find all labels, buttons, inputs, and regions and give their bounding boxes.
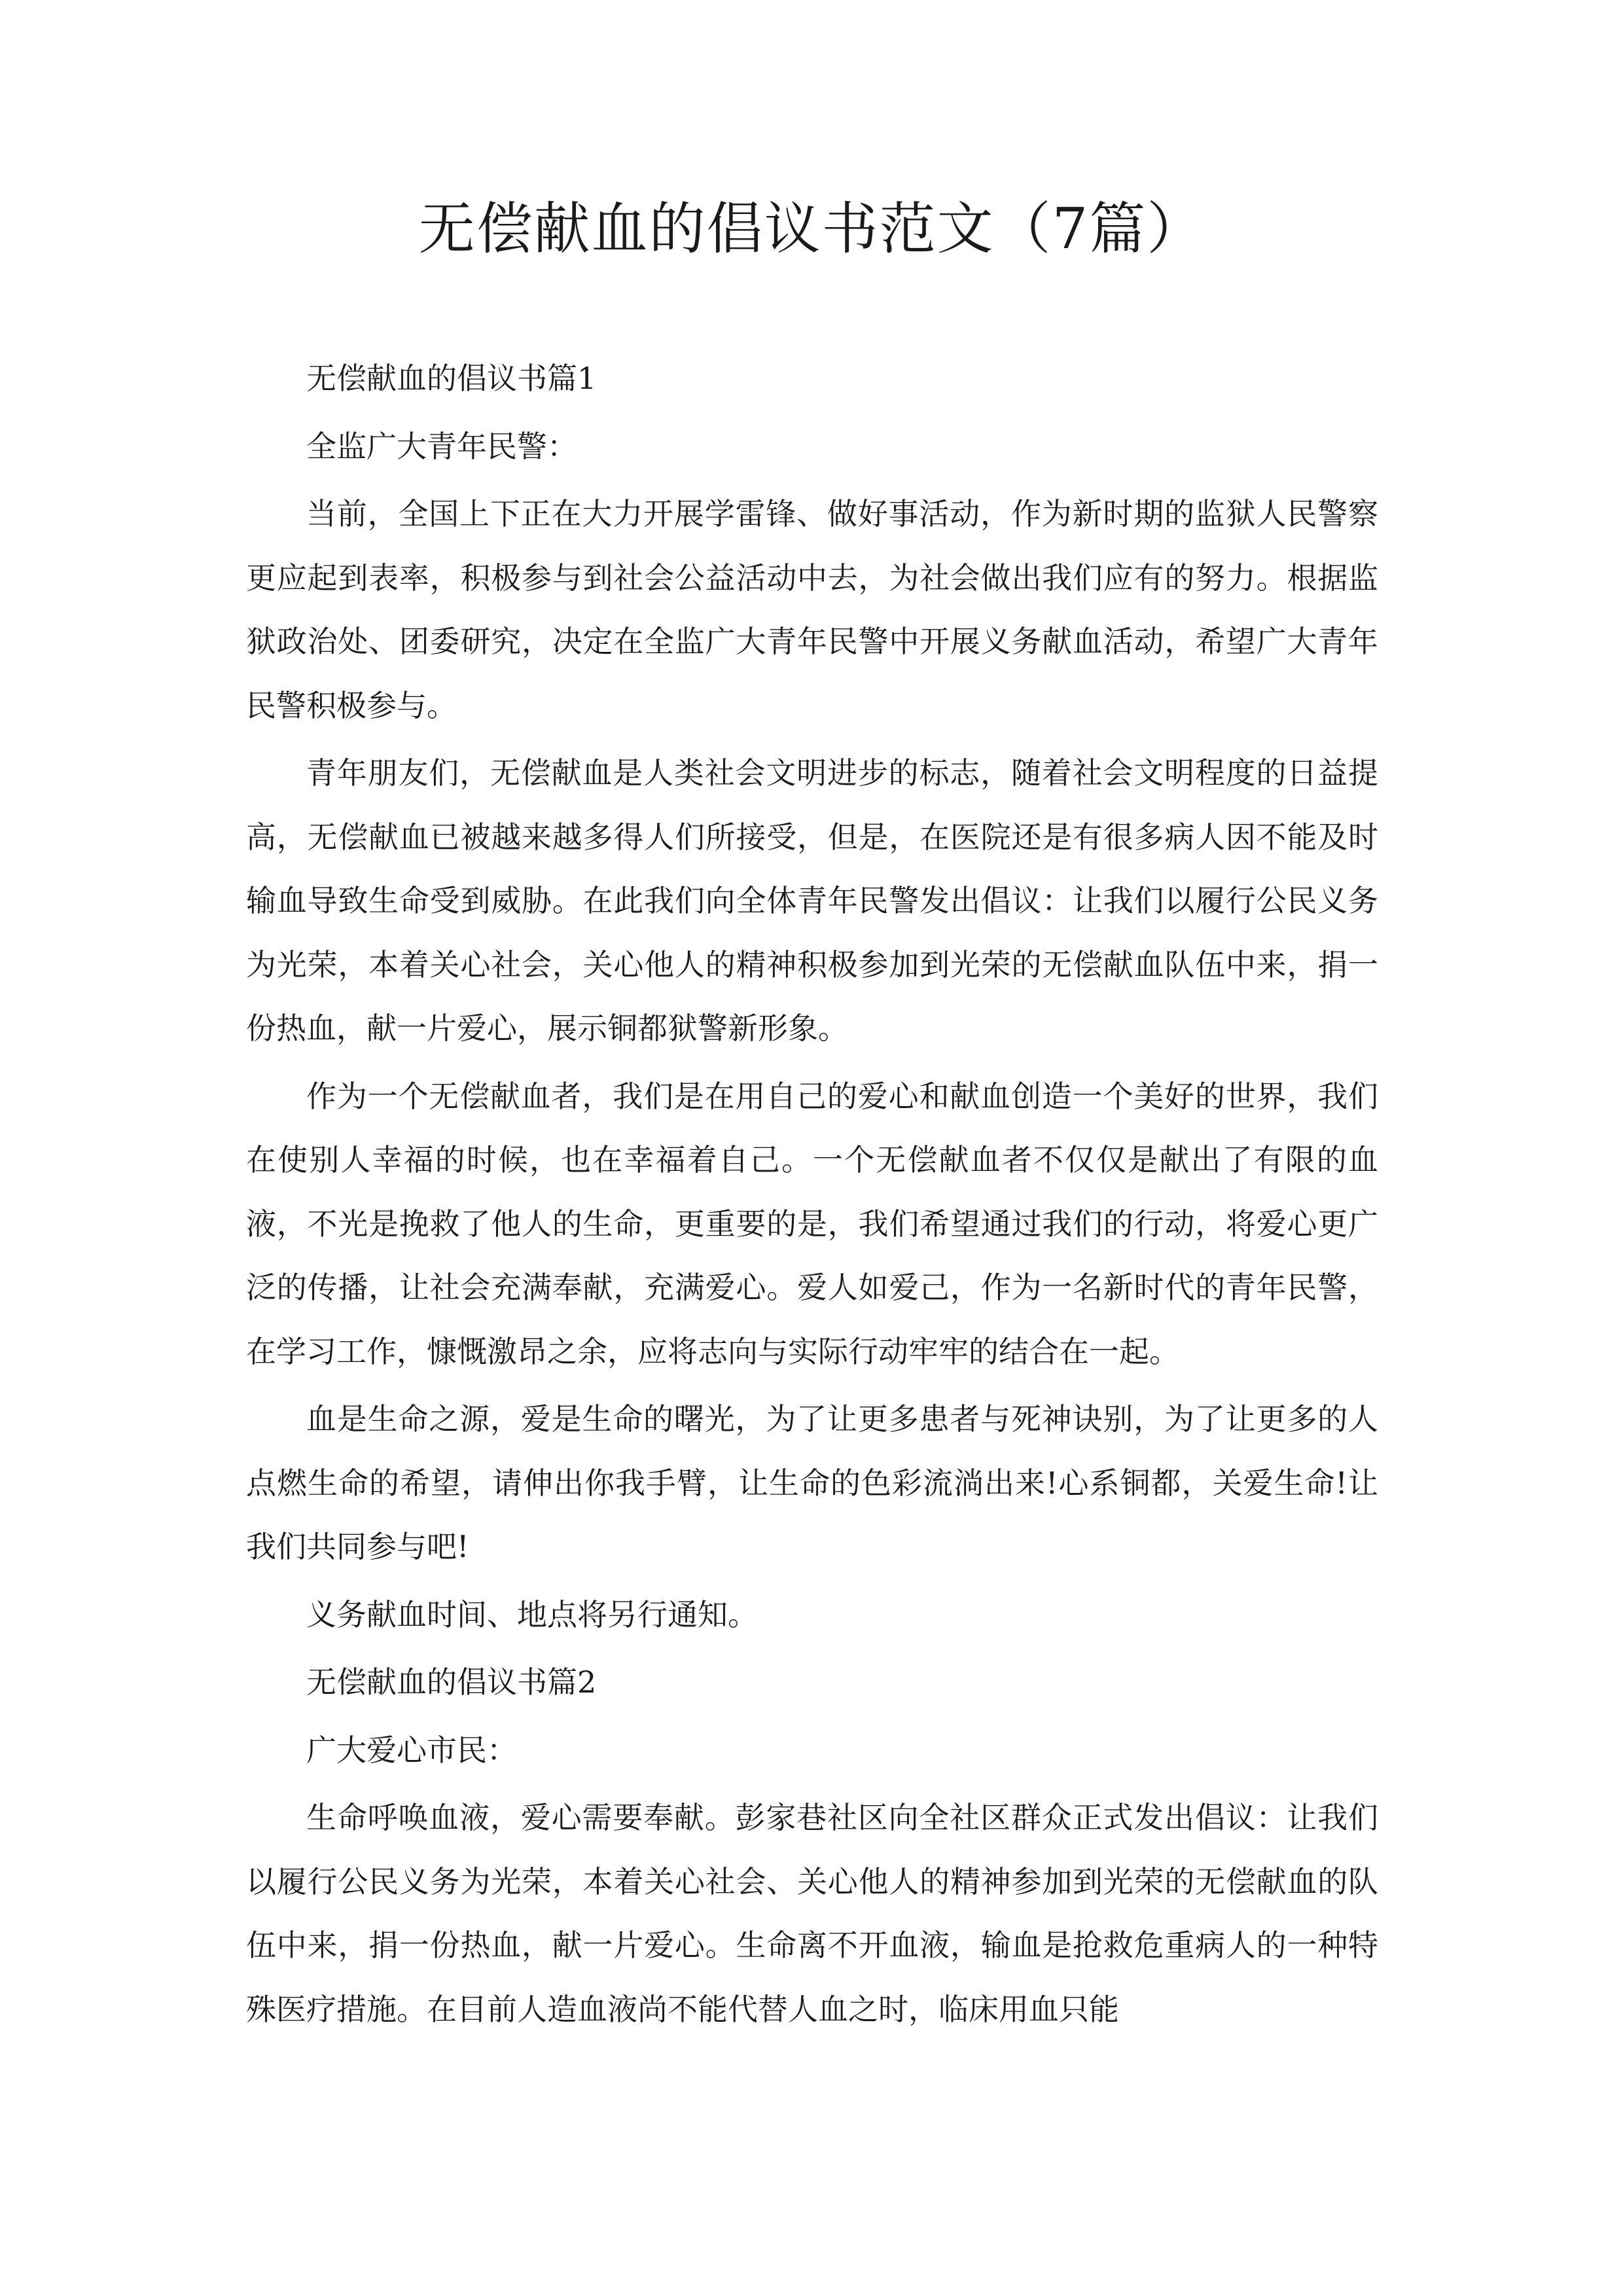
- paragraph: 青年朋友们，无偿献血是人类社会文明进步的标志，随着社会文明程度的日益提高，无偿献血已被越来越多得人们所接受，但是，在医院还是有很多病人因不能及时输血导致生命受到威胁。在此我们向全体青年民警发出倡议：让我们以履行公民义务为光荣，本着关心社会，关心他人的精神积极参加到光荣的无偿献血队伍中来，捐一份热血，献一片爱心，展示铜都狱警新形象。: [246, 755, 1378, 1046]
- document-body: [246, 347, 1378, 2045]
- section-heading-2: 无偿献血的倡议书篇2: [306, 1664, 597, 1700]
- paragraph: 生命呼唤血液，爱心需要奉献。彭家巷社区向全社区群众正式发出倡议：让我们以履行公民义务为光荣，本着关心社会、关心他人的精神参加到光荣的无偿献血的队伍中来，捐一份热血，献一片爱心。生命离不开血液，输血是抢救危重病人的一种特殊医疗措施。在目前人造血液尚不能代替人血之时，临床用血只能: [246, 1800, 1378, 2027]
- paragraph: 当前，全国上下正在大力开展学雷锋、做好事活动，作为新时期的监狱人民警察更应起到表率，积极参与到社会公益活动中去，为社会做出我们应有的努力。根据监狱政治处、团委研究，决定在全监广大青年民警中开展义务献血活动，希望广大青年民警积极参与。: [246, 496, 1378, 723]
- document-title: 无偿献血的倡议书范文（7篇）: [418, 196, 1205, 262]
- notice-line: 义务献血时间、地点将另行通知。: [306, 1596, 758, 1632]
- section-heading-1: 无偿献血的倡议书篇1: [306, 361, 597, 396]
- paragraph: 作为一个无偿献血者，我们是在用自己的爱心和献血创造一个美好的世界，我们在使别人幸福的时候，也在幸福着自己。一个无偿献血者不仅仅是献出了有限的血液，不光是挽救了他人的生命，更重要的是，我们希望通过我们的行动，将爱心更广泛的传播，让社会充满奉献，充满爱心。爱人如爱己，作为一名新时代的青年民警，在学习工作，慷慨激昂之余，应将志向与实际行动牢牢的结合在一起。: [246, 1078, 1378, 1369]
- salutation-2: 广大爱心市民：: [306, 1732, 517, 1768]
- salutation-1: 全监广大青年民警：: [306, 428, 577, 464]
- paragraph: 血是生命之源，爱是生命的曙光，为了让更多患者与死神诀别，为了让更多的人点燃生命的希望，请伸出你我手臂，让生命的色彩流淌出来!心系铜都，关爱生命!让我们共同参与吧!: [246, 1401, 1378, 1564]
